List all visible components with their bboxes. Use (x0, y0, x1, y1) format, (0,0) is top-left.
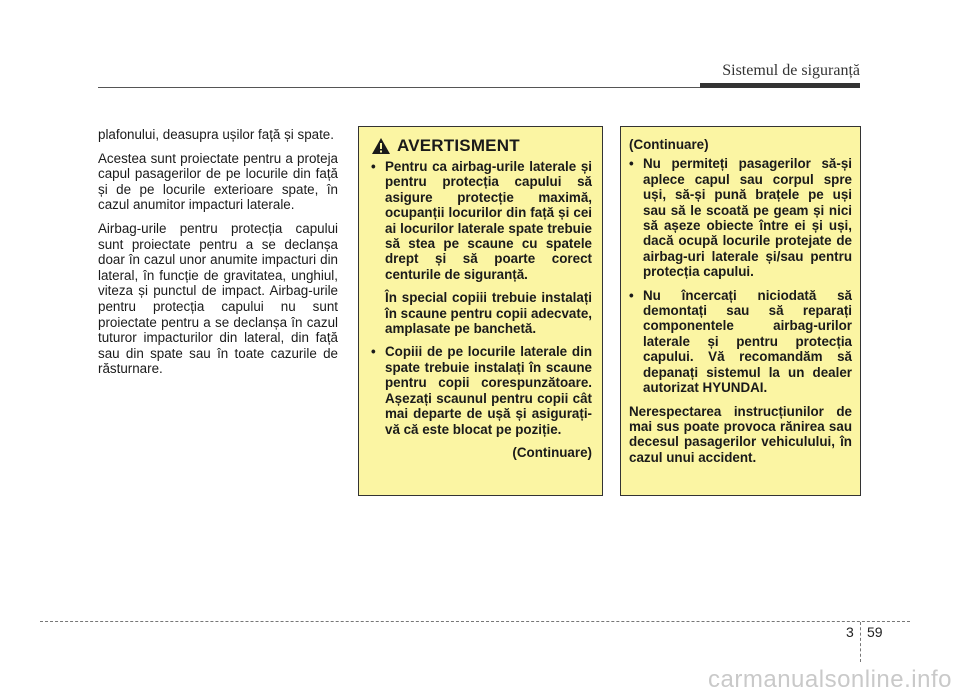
body-paragraph-1: plafonului, deasupra ușilor față și spate. (98, 127, 334, 142)
page-number: 59 (867, 624, 883, 640)
body-paragraph-2: Acestea sunt proiectate pentru a proteja capul pasagerilor de pe locurile din față și de pe locurile exterioare spate, în cazul anumitor impacturi laterale. (98, 150, 338, 213)
warning-triangle-icon (371, 137, 391, 155)
warning-box-2 (620, 126, 861, 496)
warning-box-1 (358, 126, 603, 496)
warning-title: AVERTISMENT (397, 136, 520, 156)
warning-bullet-3-text: Nu permiteți pasagerilor să-și aplece capul sau corpul spre uși, să-și pună brațele pe uși sau să le scoată pe geam și nici să așeze obiecte între ei și uși, dacă ocupă locurile protejate de airbag-uri laterale și/sau pentru protecția capului. (643, 156, 852, 280)
warning-bullet-4 (629, 288, 852, 396)
continued-label: (Continuare) (512, 444, 592, 460)
body-text-column (98, 127, 338, 385)
warning-bullet-2 (371, 344, 592, 436)
warning-bullet-3 (629, 156, 852, 279)
warning-bullet-1-text: Pentru ca airbag-urile laterale și pentru protecția capului să asigure protecție maximă, ocupanții locurilor din față și cei ai locurilor laterale spate trebuie să stea pe scaune cu spatele drept și să poarte corect centurile de siguranță. (385, 159, 592, 282)
header-accent-bar (700, 83, 860, 88)
warning-bullet-2-text: Copiii de pe locurile laterale din spate trebuie instalați în scaune pentru copii corespunzătoare. Așezați scaunul pentru copii cât mai departe de ușă și asigurați-vă că este blocat pe poziție. (385, 344, 592, 437)
continued-label: (Continuare) (629, 137, 709, 152)
body-paragraph-3: Airbag-urile pentru protecția capului sunt proiectate pentru a se declanșa doar în cazul unor anumite impacturi din lateral, în funcție de gravitatea, unghiul, viteza și punctul de impact. Airbag-urile pentru protecția capului nu sunt proiectate pentru a se declanșa în cazul tuturor impacturilor din lateral, din față sau din spate sau în toate cazurile de răsturnare. (98, 220, 338, 377)
warning-bullet-4-text: Nu încercați niciodată să demontați sau să reparați componentele airbag-urilor laterale și pentru protecția capului. Vă recomandăm să depanați sistemul la un dealer autorizat HYUNDAI. (643, 287, 852, 396)
watermark: carmanualsonline.info (708, 666, 952, 693)
warning-closing-text: Nerespectarea instrucțiunilor de mai sus poate provoca rănirea sau decesul pasagerilor vehiculului, în cazul unui accident. (629, 403, 852, 465)
bullet-dot: • (371, 159, 376, 174)
warning-bullet-1 (371, 159, 592, 282)
warning-header (371, 137, 592, 155)
footer-divider (40, 621, 910, 622)
warning-bullet-1-continuation: În special copiii trebuie instalați în scaune pentru copii adecvate, amplasate pe banchetă. (385, 290, 592, 337)
bullet-dot: • (629, 287, 634, 303)
bullet-dot: • (371, 344, 376, 360)
section-title: Sistemul de siguranță (722, 62, 860, 79)
footer-separator (860, 622, 862, 662)
bullet-dot: • (629, 156, 634, 172)
chapter-number: 3 (846, 624, 854, 640)
